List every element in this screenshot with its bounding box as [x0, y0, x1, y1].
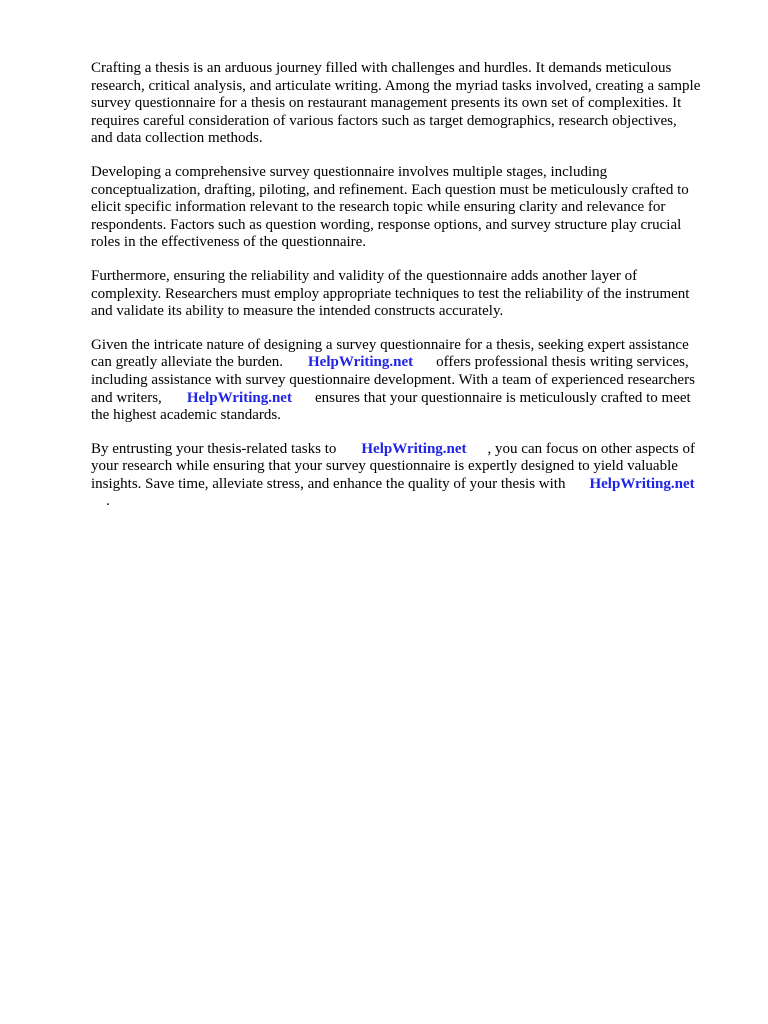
paragraph-assistance-text-3: ensures that your questionnaire is meticulously crafted to meet the highest academic standards. — [91, 389, 691, 424]
paragraph-conclusion — [91, 441, 726, 511]
helpwriting-link-1[interactable]: HelpWriting.net — [308, 354, 414, 371]
document-page — [91, 60, 726, 527]
paragraph-conclusion-text-1: By entrusting your thesis-related tasks to — [91, 440, 337, 457]
paragraph-assistance-text-2: offers professional thesis writing services, including assistance with survey questionnaire development. With a team of experienced researchers and writers, — [91, 354, 695, 406]
helpwriting-link-3[interactable]: HelpWriting.net — [361, 440, 467, 457]
paragraph-conclusion-period: . — [106, 493, 110, 510]
paragraph-conclusion-text-2: , you can focus on other aspects of your research while ensuring that your survey questionnaire is expertly designed to yield valuable insights. Save time, alleviate stress, and enhance the quality of your thesis with — [91, 440, 695, 492]
paragraph-development: Developing a comprehensive survey questionnaire involves multiple stages, including conceptualization, drafting, piloting, and refinement. Each question must be meticulously crafted to elicit specific information relevant to the research topic while ensuring clarity and relevance for respondents. Factors such as question wording, response options, and survey structure play crucial roles in the effectiveness of the questionnaire. — [91, 163, 689, 251]
paragraph-intro: Crafting a thesis is an arduous journey filled with challenges and hurdles. It demands meticulous research, critical analysis, and articulate writing. Among the myriad tasks involved, creating a sample survey questionnaire for a thesis on restaurant management presents its own set of complexities. It requires careful consideration of various factors such as target demographics, research objectives, and data collection methods. — [91, 60, 701, 147]
paragraph-assistance-text-1: Given the intricate nature of designing a survey questionnaire for a thesis, seeking expert assistance can greatly alleviate the burden. — [91, 336, 689, 371]
helpwriting-link-2[interactable]: HelpWriting.net — [186, 389, 292, 406]
helpwriting-link-4[interactable]: HelpWriting.net — [589, 475, 695, 492]
paragraph-reliability: Furthermore, ensuring the reliability and validity of the questionnaire adds another layer of complexity. Researchers must employ appropriate techniques to test the reliability of the instrument and validate its ability to measure the intended constructs accurately. — [91, 267, 690, 320]
paragraph-assistance — [91, 337, 726, 425]
